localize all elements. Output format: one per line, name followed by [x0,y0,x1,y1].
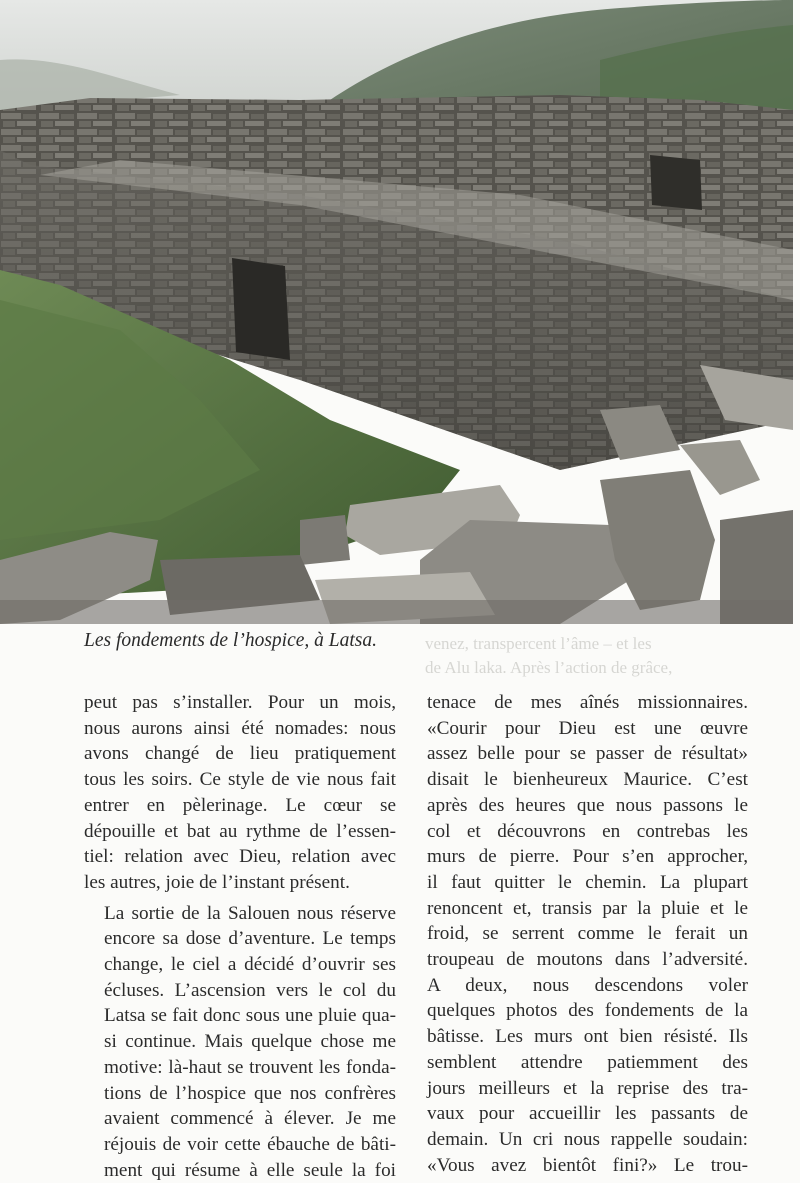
text-line: peut pas s’installer. Pour un mois, [84,692,396,713]
text-line: encore sa dose d’aventure. Le temps [104,928,396,950]
text-line: «Vous avez bientôt fini?» Le trou- [427,1154,748,1176]
text-line: Latsa se fait donc sous une pluie qua- [104,1005,396,1027]
text-line: change, le ciel a décidé d’ouvrir ses [104,954,396,976]
paragraph [84,690,396,896]
text-line: les autres, joie de l’instant présent. [84,871,350,893]
text-line: avons changé de lieu pratiquement [84,743,396,765]
bleed-through-line: de Alu laka. Après l’action de grâce, [425,658,673,677]
text-line: «Courir pour Dieu est une œuvre [427,717,748,739]
text-line: tous les soirs. Ce style de vie nous fait [84,769,396,791]
text-line: demain. Un cri nous rappelle soudain: [427,1128,748,1150]
text-line: avaient commencé à élever. Je me [104,1108,396,1130]
text-line: col et découvrons en contrebas les [427,820,748,842]
text-line: nous aurons ainsi été nomades: nous [84,717,396,739]
bleed-through-text [425,632,765,690]
right-column [427,690,748,1178]
text-line: après des heures que nous passons le [427,794,748,816]
text-line: troupeau de moutons dans l’adversité. [427,949,748,971]
bleed-through-line: venez, transpercent l’âme – et les [425,634,652,653]
left-column [84,690,396,1183]
paragraph [84,901,396,1183]
text-line: semblent attendre patiemment des [427,1051,748,1073]
text-line: La sortie de la Salouen nous réserve [104,902,396,924]
text-line: bâtisse. Les murs ont bien résisté. Ils [427,1026,748,1048]
photo-caption: Les fondements de l’hospice, à Latsa. [84,630,378,651]
text-line: tiel: relation avec Dieu, relation avec [84,846,396,868]
paragraph [427,690,748,1178]
text-line: vaux pour accueillir les passants de [427,1103,748,1125]
text-line: écluses. L’ascension vers le col du [104,979,396,1001]
text-line: motive: là-haut se trouvent les fonda- [104,1056,396,1078]
text-line: quelques photos des fondements de la [427,1000,748,1022]
text-line: entrer en pèlerinage. Le cœur se [84,794,396,816]
text-line: réjouis de voir cette ébauche de bâti- [104,1133,396,1155]
text-line: A deux, nous descendons voler [427,974,748,996]
text-line: il faut quitter le chemin. La plupart [427,871,748,893]
text-line: froid, se serrent comme le ferait un [427,923,748,945]
text-line: jours meilleurs et la reprise des tra- [427,1077,748,1099]
text-line: dépouille et bat au rythme de l’essen- [84,820,396,842]
text-line: renoncent et, transis par la pluie et le [427,897,748,919]
text-line: si continue. Mais quelque chose me [104,1031,396,1053]
text-line: assez belle pour se passer de résultat» [427,743,748,765]
text-line: disait le bienheureux Maurice. C’est [427,769,748,791]
text-line: ment qui résume à elle seule la foi [104,1159,396,1181]
text-line: murs de pierre. Pour s’en approcher, [427,846,748,868]
text-line: tions de l’hospice que nos confrères [104,1082,396,1104]
text-line: tenace de mes aînés missionnaires. [427,692,748,713]
